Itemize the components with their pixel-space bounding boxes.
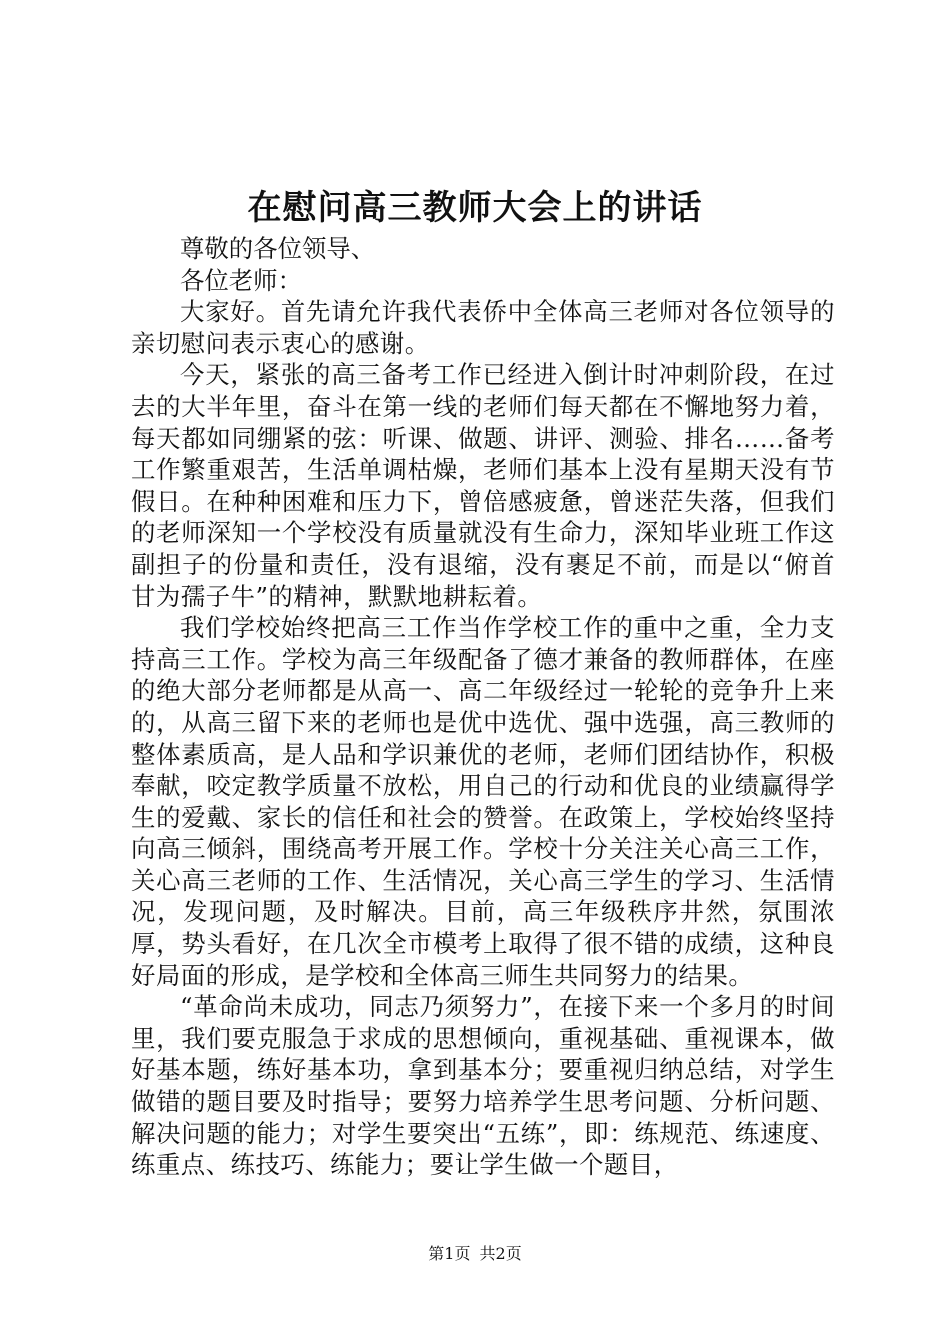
page-footer [0, 1243, 950, 1265]
salutation-leaders: 尊敬的各位领导、 [180, 234, 376, 263]
page-number: 第1页 [428, 1244, 471, 1263]
paragraph-next-steps: “革命尚未成功，同志乃须努力”，在接下来一个多月的时间里，我们要克服急于求成的思想倾向，重视基础、重视课本，做好基本题，练好基本功，拿到基本分；要重视归纳总结，对学生做错的题目要及时指导；要努力培养学生思考问题、分析问题、解决问题的能力；对学生要突出“五练”，即：练规范、练速度、练重点、练技巧、练能力；要让学生做一个题目， [131, 992, 835, 1180]
paragraph-hard-work: 今天，紧张的高三备考工作已经进入倒计时冲刺阶段，在过去的大半年里，奋斗在第一线的老师们每天都在不懈地努力着，每天都如同绷紧的弦：听课、做题、讲评、测验、排名……备考工作繁重艰苦，生活单调枯燥，老师们基本上没有星期天没有节假日。在种种困难和压力下，曾倍感疲惫，曾迷茫失落，但我们的老师深知一个学校没有质量就没有生命力，深知毕业班工作这副担子的份量和责任，没有退缩，没有裹足不前，而是以“俯首甘为孺子牛”的精神，默默地耕耘着。 [131, 360, 835, 611]
paragraph-greeting: 大家好。首先请允许我代表侨中全体高三老师对各位领导的亲切慰问表示衷心的感谢。 [131, 297, 835, 358]
salutation-teachers: 各位老师： [180, 265, 302, 295]
page-total: 共2页 [479, 1244, 522, 1263]
document-body [131, 233, 835, 1181]
paragraph-school-support: 我们学校始终把高三工作当作学校工作的重中之重，全力支持高三工作。学校为高三年级配备了德才兼备的教师群体，在座的绝大部分老师都是从高一、高二年级经过一轮轮的竞争升上来的，从高三留下来的老师也是优中选优、强中选强，高三教师的整体素质高，是人品和学识兼优的老师，老师们团结协作，积极奉献，咬定教学质量不放松，用自己的行动和优良的业绩赢得学生的爱戴、家长的信任和社会的赞誉。在政策上，学校始终坚持向高三倾斜，围绕高考开展工作。学校十分关注关心高三工作，关心高三老师的工作、生活情况，关心高三学生的学习、生活情况，发现问题，及时解决。目前，高三年级秩序井然，氛围浓厚，势头看好，在几次全市模考上取得了很不错的成绩，这种良好局面的形成，是学校和全体高三师生共同努力的结果。 [131, 613, 835, 990]
document-title: 在慰问高三教师大会上的讲话 [247, 188, 703, 228]
